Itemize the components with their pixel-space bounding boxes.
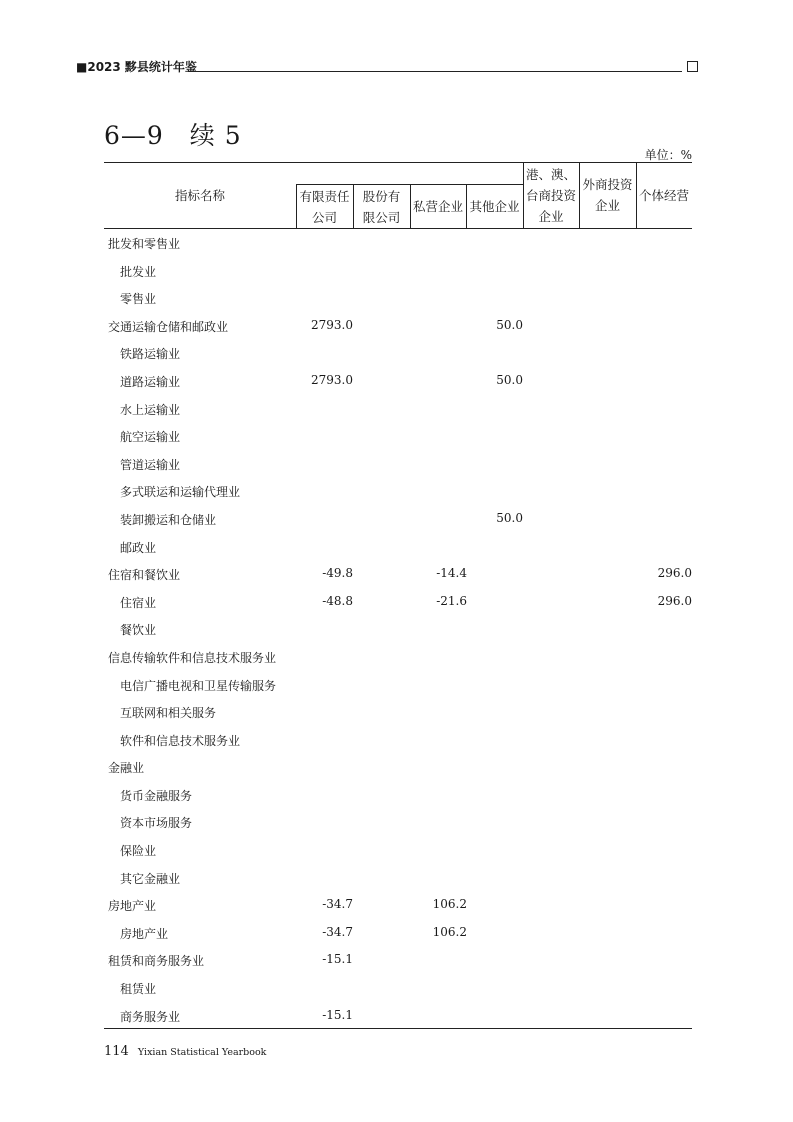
table-row	[104, 311, 692, 339]
table-row	[104, 1001, 692, 1029]
row-label: 房地产业	[120, 926, 169, 941]
table-row	[104, 945, 692, 973]
table-row	[104, 394, 692, 422]
row-value: 2793.0	[311, 372, 353, 387]
row-value: 50.0	[496, 372, 523, 387]
header-title: ■2023 黟县统计年鉴	[76, 60, 197, 74]
row-label: 道路运输业	[120, 374, 181, 389]
table-row	[104, 256, 692, 284]
table-row	[104, 283, 692, 311]
table-row	[104, 421, 692, 449]
header-square-mark	[687, 61, 698, 72]
header-private	[410, 185, 466, 228]
table-row	[104, 835, 692, 863]
row-value: 296.0	[657, 593, 692, 608]
header-hmt-line2: 台商投资	[525, 187, 576, 203]
row-value: 50.0	[496, 317, 523, 332]
footer-title: Yixian Statistical Yearbook	[137, 1047, 267, 1058]
table-row	[104, 725, 692, 753]
row-label: 金融业	[108, 761, 145, 776]
running-header	[76, 58, 698, 74]
row-label: 零售业	[120, 292, 157, 307]
row-value: -34.7	[322, 897, 353, 912]
table-row	[104, 559, 692, 587]
row-label: 租赁业	[120, 982, 157, 997]
table-row	[104, 449, 692, 477]
row-label: 住宿和餐饮业	[108, 568, 181, 583]
row-value: 50.0	[496, 510, 523, 525]
row-label: 资本市场服务	[120, 816, 193, 831]
table-row	[104, 504, 692, 532]
header-foreign-line2: 企业	[594, 198, 620, 213]
table-row	[104, 228, 692, 256]
row-value: 296.0	[657, 566, 692, 581]
header-rule	[188, 71, 682, 72]
header-llc-line2: 公司	[311, 209, 337, 225]
table-row	[104, 670, 692, 698]
row-value: 106.2	[432, 897, 467, 912]
unit-label: 单位：%	[644, 148, 692, 162]
row-label: 租赁和商务服务业	[108, 954, 205, 969]
row-label: 住宿业	[120, 595, 157, 610]
header-private-text: 私营企业	[412, 199, 463, 214]
header-hk-macao-taiwan	[523, 162, 579, 228]
table-row	[104, 918, 692, 946]
header-llc-line1: 有限责任	[299, 188, 350, 204]
row-label: 批发和零售业	[108, 237, 181, 251]
header-joint-stock	[353, 185, 410, 228]
row-value: 2793.0	[311, 317, 353, 332]
row-label: 电信广播电视和卫星传输服务	[120, 678, 277, 693]
row-label: 管道运输业	[120, 457, 181, 472]
row-value: -15.1	[322, 952, 353, 967]
header-joint-stock-line2: 限公司	[362, 209, 401, 225]
table-row	[104, 780, 692, 808]
table-row	[104, 890, 692, 918]
table-row	[104, 807, 692, 835]
table-row	[104, 642, 692, 670]
row-label: 铁路运输业	[120, 347, 181, 362]
header-other	[466, 185, 523, 228]
header-indicator-name-text: 指标名称	[174, 187, 225, 203]
row-label: 交通运输仓储和邮政业	[108, 319, 229, 334]
row-value: -34.7	[322, 924, 353, 939]
row-label: 信息传输软件和信息技术服务业	[108, 650, 277, 665]
row-value: -14.4	[436, 566, 467, 581]
row-label: 批发业	[120, 264, 157, 279]
table-title: 6—9 续 5	[104, 121, 242, 150]
row-label: 商务服务业	[120, 1009, 181, 1024]
table-row	[104, 752, 692, 780]
row-value: -15.1	[322, 1007, 353, 1022]
header-individual	[636, 162, 692, 228]
row-label: 多式联运和运输代理业	[120, 485, 241, 500]
row-value: -48.8	[322, 593, 353, 608]
row-label: 货币金融服务	[120, 788, 193, 803]
row-value: -49.8	[322, 566, 353, 581]
row-label: 互联网和相关服务	[120, 706, 217, 721]
page-footer	[104, 1040, 266, 1059]
row-value: -21.6	[436, 593, 467, 608]
row-label: 装卸搬运和仓储业	[120, 512, 217, 527]
table-row	[104, 614, 692, 642]
table-row	[104, 476, 692, 504]
header-joint-stock-line1: 股份有	[362, 188, 401, 204]
table-row	[104, 338, 692, 366]
table-body	[104, 228, 692, 1028]
header-llc	[296, 185, 353, 228]
table-row	[104, 366, 692, 394]
row-label: 航空运输业	[120, 430, 181, 445]
page-number: 114	[104, 1044, 129, 1059]
row-label: 邮政业	[120, 540, 157, 555]
table-row	[104, 863, 692, 891]
row-value: 106.2	[432, 924, 467, 939]
row-label: 软件和信息技术服务业	[120, 733, 241, 748]
header-individual-text: 个体经营	[638, 187, 689, 203]
header-other-text: 其他企业	[469, 199, 520, 214]
row-label: 其它金融业	[120, 871, 181, 886]
row-label: 餐饮业	[120, 623, 157, 638]
header-foreign	[579, 162, 636, 228]
table-row	[104, 532, 692, 560]
row-label: 房地产业	[108, 899, 157, 914]
row-label: 水上运输业	[120, 402, 181, 417]
header-hmt-line1: 港、澳、	[525, 166, 576, 182]
header-hmt-line3: 企业	[538, 208, 564, 224]
table-row	[104, 973, 692, 1001]
header-foreign-line1: 外商投资	[582, 177, 633, 192]
header-indicator-name	[104, 162, 296, 228]
row-label: 保险业	[120, 844, 157, 859]
table-row	[104, 587, 692, 615]
table-row	[104, 697, 692, 725]
